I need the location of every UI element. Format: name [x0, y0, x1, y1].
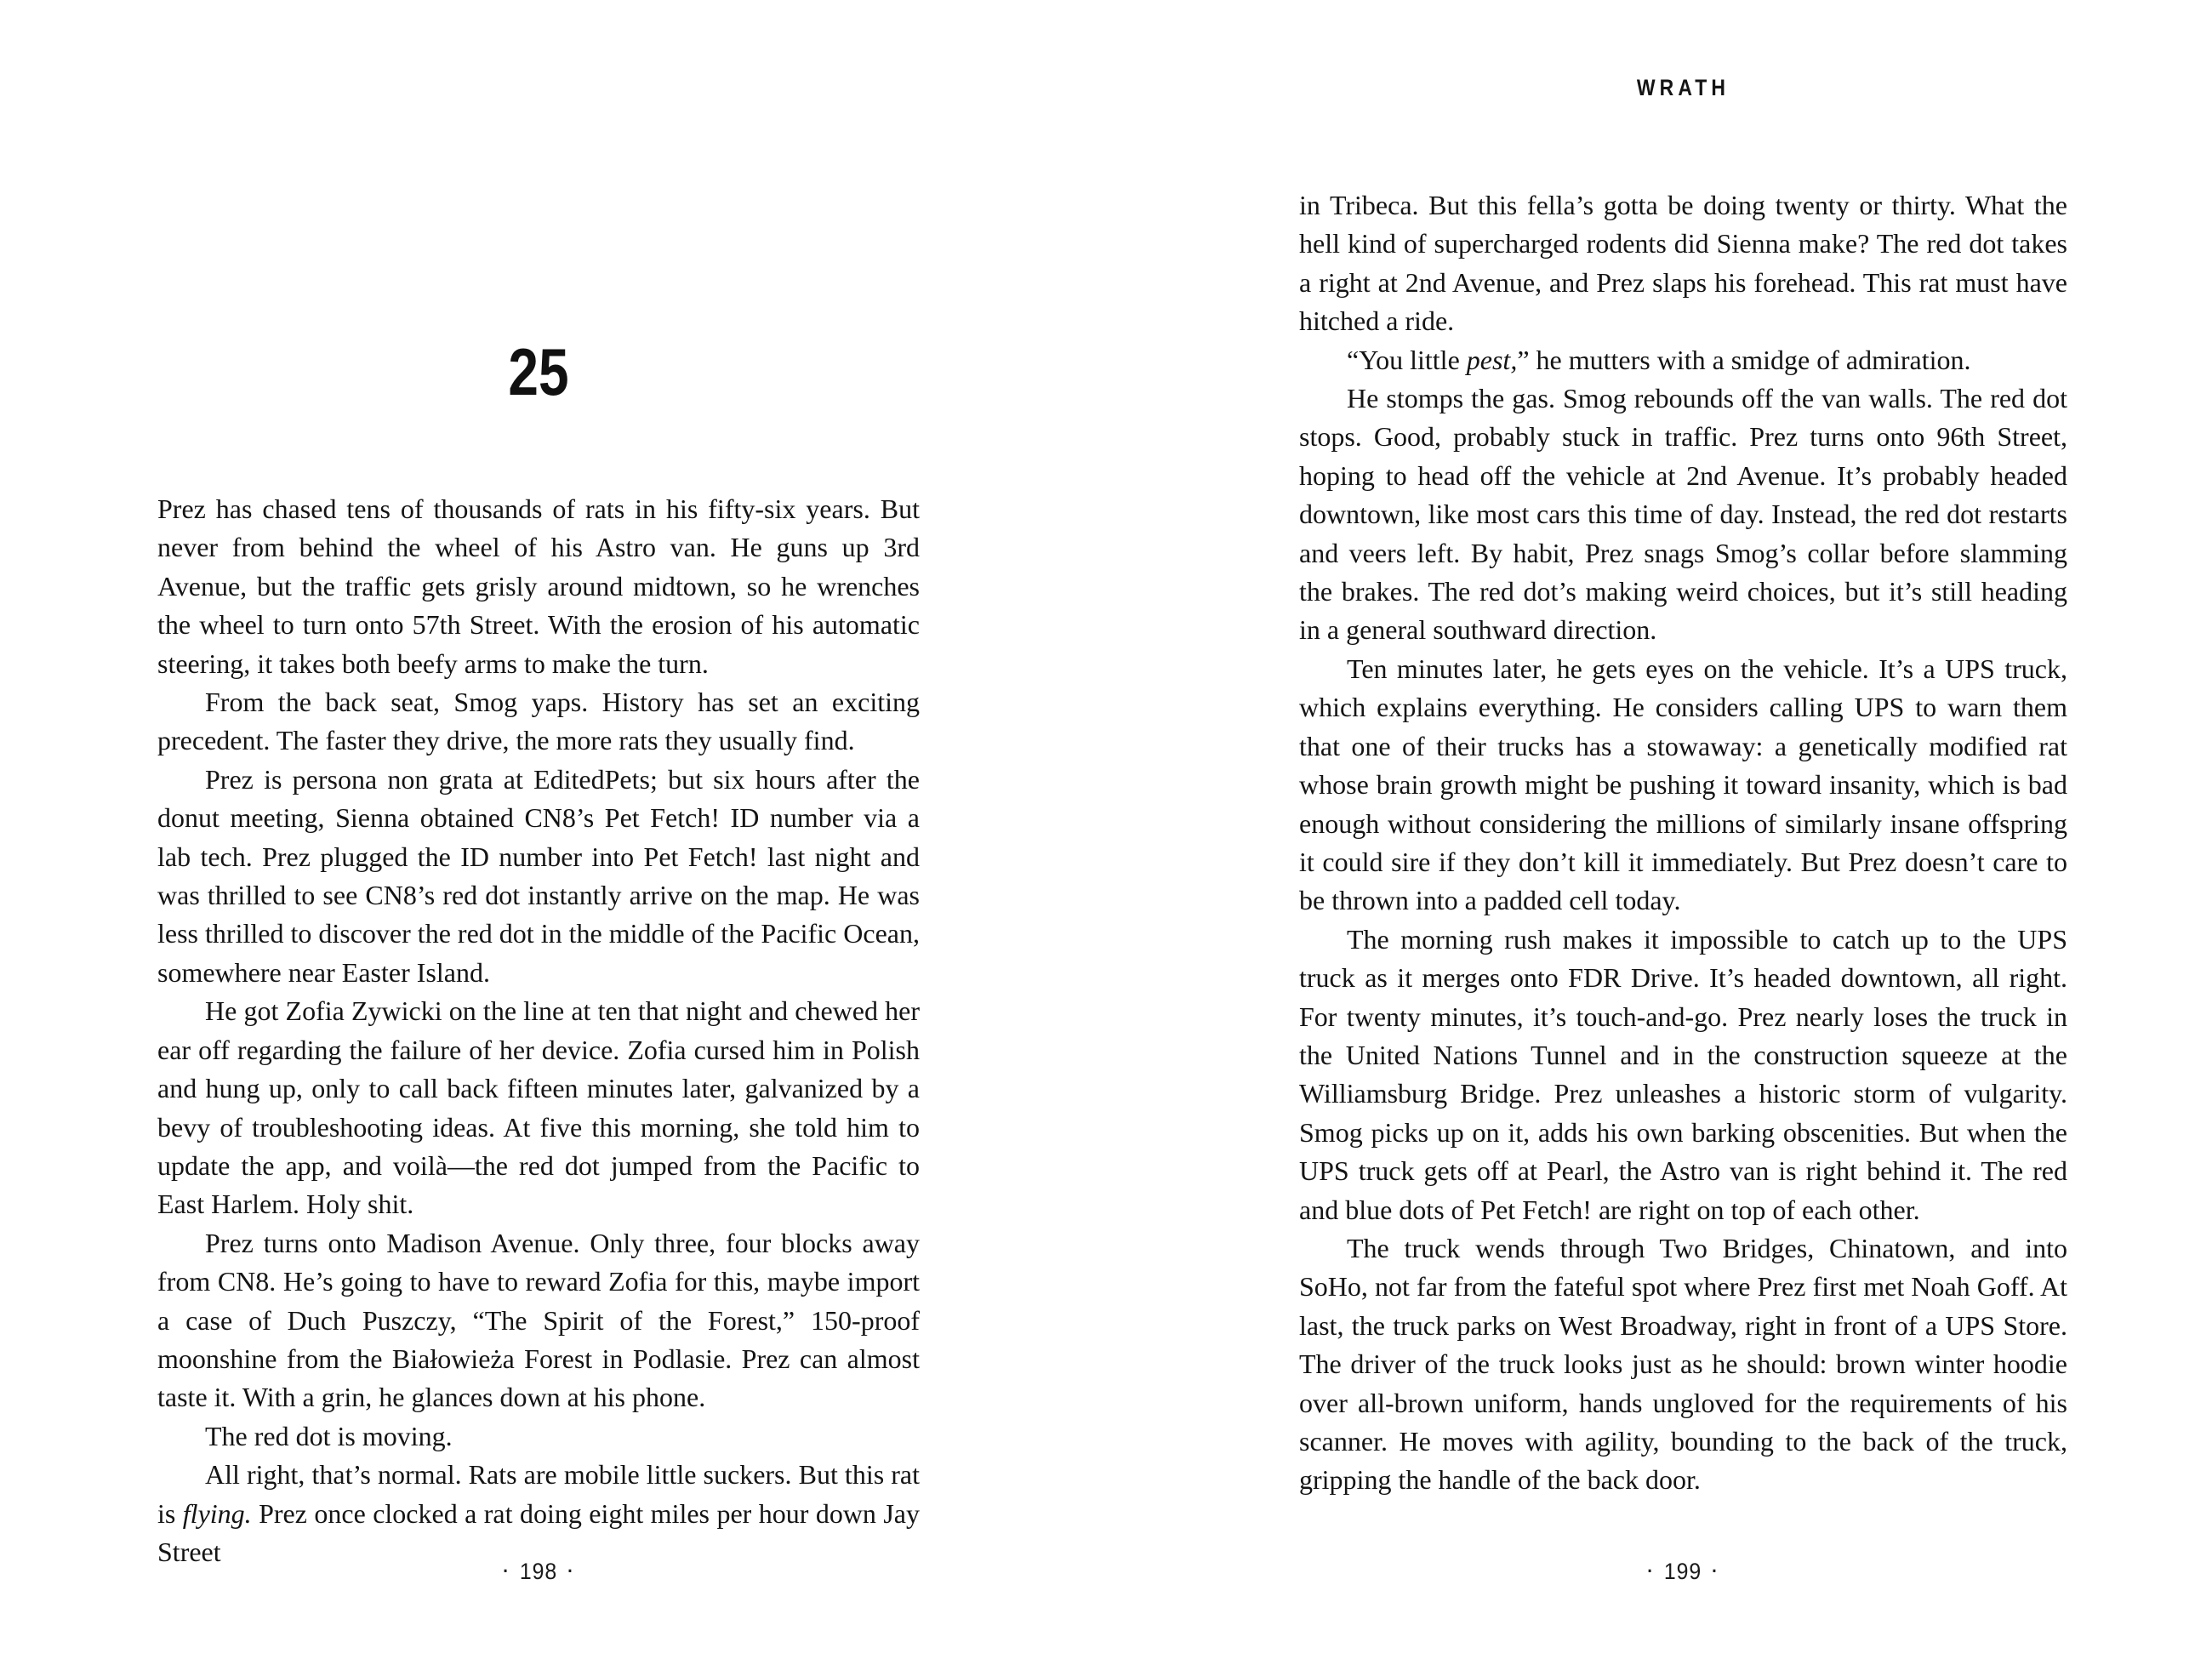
- paragraph: [157, 992, 920, 1223]
- text-run: “You little: [1347, 344, 1467, 375]
- paragraph: [1299, 186, 2067, 341]
- text-run: From the back seat, Smog yaps. History has set an exciting precedent. The faster they drive, the more rats they usually find.: [157, 687, 920, 756]
- italic-text-run: flying.: [182, 1497, 252, 1529]
- text-run: Ten minutes later, he gets eyes on the vehicle. It’s a UPS truck, which explains everything. He considers calling UPS to warn them that one of their trucks has a stowaway: a genetically modified rat whose brain growth might be pushing it toward insanity, which is bad enough without considering the millions of similarly insane offspring it could sire if they don’t kill it immediately. But Prez doesn’t care to be thrown into a padded cell today.: [1299, 653, 2067, 916]
- left-page-body-text: [157, 490, 920, 1571]
- text-run: He got Zofia Zywicki on the line at ten that night and chewed her ear off regarding the failure of her device. Zofia cursed him in Polish and hung up, only to call back fifteen minutes later, galvanized by a bevy of troubleshooting ideas. At five this morning, she told him to update the app, and voilà—the red dot jumped from the Pacific to East Harlem. Holy shit.: [157, 995, 920, 1220]
- folio-dot: ·: [1647, 1560, 1654, 1582]
- folio-dot: ·: [567, 1560, 574, 1582]
- right-page-number: 199: [1663, 1559, 1702, 1584]
- page-right: [1106, 0, 2212, 1659]
- text-run: The truck wends through Two Bridges, Chinatown, and into SoHo, not far from the fateful spot where Prez first met Noah Goff. At last, the truck parks on West Broadway, right in front of a UPS Store. The driver of the truck looks just as he should: brown winter hoodie over all-brown uniform, hands ungloved for the requirements of his scanner. He moves with agility, bounding to the back of the truck, gripping the handle of the back door.: [1299, 1232, 2067, 1496]
- paragraph: [1299, 921, 2067, 1229]
- text-run: in Tribeca. But this fella’s gotta be doing twenty or thirty. What the hell kind of supercharged rodents did Sienna make? The red dot takes a right at 2nd Avenue, and Prez slaps his forehead. This rat must have hitched a ride.: [1299, 190, 2067, 337]
- text-run: Prez turns onto Madison Avenue. Only three, four blocks away from CN8. He’s going to have to reward Zofia for this, maybe import a case of Duch Puszczy, “The Spirit of the Forest,” 150-proof moonshine from the Białowieża Forest in Podlasie. Prez can almost taste it. With a grin, he glances down at his phone.: [157, 1227, 920, 1413]
- paragraph: [157, 683, 920, 761]
- text-run: He stomps the gas. Smog rebounds off the van walls. The red dot stops. Good, probably stuck in traffic. Prez turns onto 96th Street, hoping to head off the vehicle at 2nd Avenue. It’s probably headed downtown, like most cars this time of day. Instead, the red dot restarts and veers left. By habit, Prez snags Smog’s collar before slamming the brakes. The red dot’s making weird choices, but it’s still heading in a general southward direction.: [1299, 383, 2067, 646]
- text-run: The red dot is moving.: [205, 1420, 453, 1451]
- folio-dot: ·: [503, 1560, 510, 1582]
- paragraph: [1299, 1229, 2067, 1500]
- text-run: Prez is persona non grata at EditedPets; but six hours after the donut meeting, Sienna obtained CN8’s Pet Fetch! ID number via a lab tech. Prez plugged the ID number into Pet Fetch! last night and was thrilled to see CN8’s red dot instantly arrive on the map. He was less thrilled to discover the red dot in the middle of the Pacific Ocean, somewhere near Easter Island.: [157, 763, 920, 988]
- left-page-folio: [188, 1559, 889, 1585]
- paragraph: [1299, 341, 2067, 379]
- text-run: The morning rush makes it impossible to catch up to the UPS truck as it merges onto FDR Drive. It’s headed downtown, all right. For twenty minutes, it’s touch-and-go. Prez nearly loses the truck in the United Nations Tunnel and in the construction squeeze at the Williamsburg Bridge. Prez unleashes a historic storm of vulgarity. Smog picks up on it, adds his own barking obscenities. But when the UPS truck gets off at Pearl, the Astro van is right behind it. The red and blue dots of Pet Fetch! are right on top of each other.: [1299, 923, 2067, 1225]
- paragraph: [1299, 650, 2067, 921]
- right-page-body-text: [1299, 186, 2067, 1500]
- chapter-number: 25: [508, 334, 569, 409]
- italic-text-run: pest,: [1466, 344, 1518, 375]
- paragraph: [1299, 379, 2067, 650]
- left-page-number: 198: [519, 1559, 558, 1584]
- paragraph: [157, 1417, 920, 1456]
- text-run: Prez has chased tens of thousands of rats in his fifty-six years. But never from behind the wheel of his Astro van. He guns up 3rd Avenue, but the traffic gets grisly around midtown, so he wrenches the wheel to turn onto 57th Street. With the erosion of his automatic steering, it takes both beefy arms to make the turn.: [157, 493, 920, 679]
- running-head: WRATH: [1636, 75, 1730, 100]
- paragraph: [157, 761, 920, 992]
- text-run: Prez once clocked a rat doing eight miles per hour down Jay Street: [157, 1497, 921, 1567]
- paragraph: [157, 1456, 920, 1571]
- paragraph: [157, 490, 920, 683]
- text-run: ” he mutters with a smidge of admiration.: [1517, 344, 1971, 375]
- right-page-folio: [1332, 1559, 2033, 1585]
- text-run: All right, that’s normal. Rats are mobile little suckers. But this rat is: [157, 1459, 920, 1529]
- paragraph: [157, 1224, 920, 1417]
- folio-dot: ·: [1712, 1560, 1719, 1582]
